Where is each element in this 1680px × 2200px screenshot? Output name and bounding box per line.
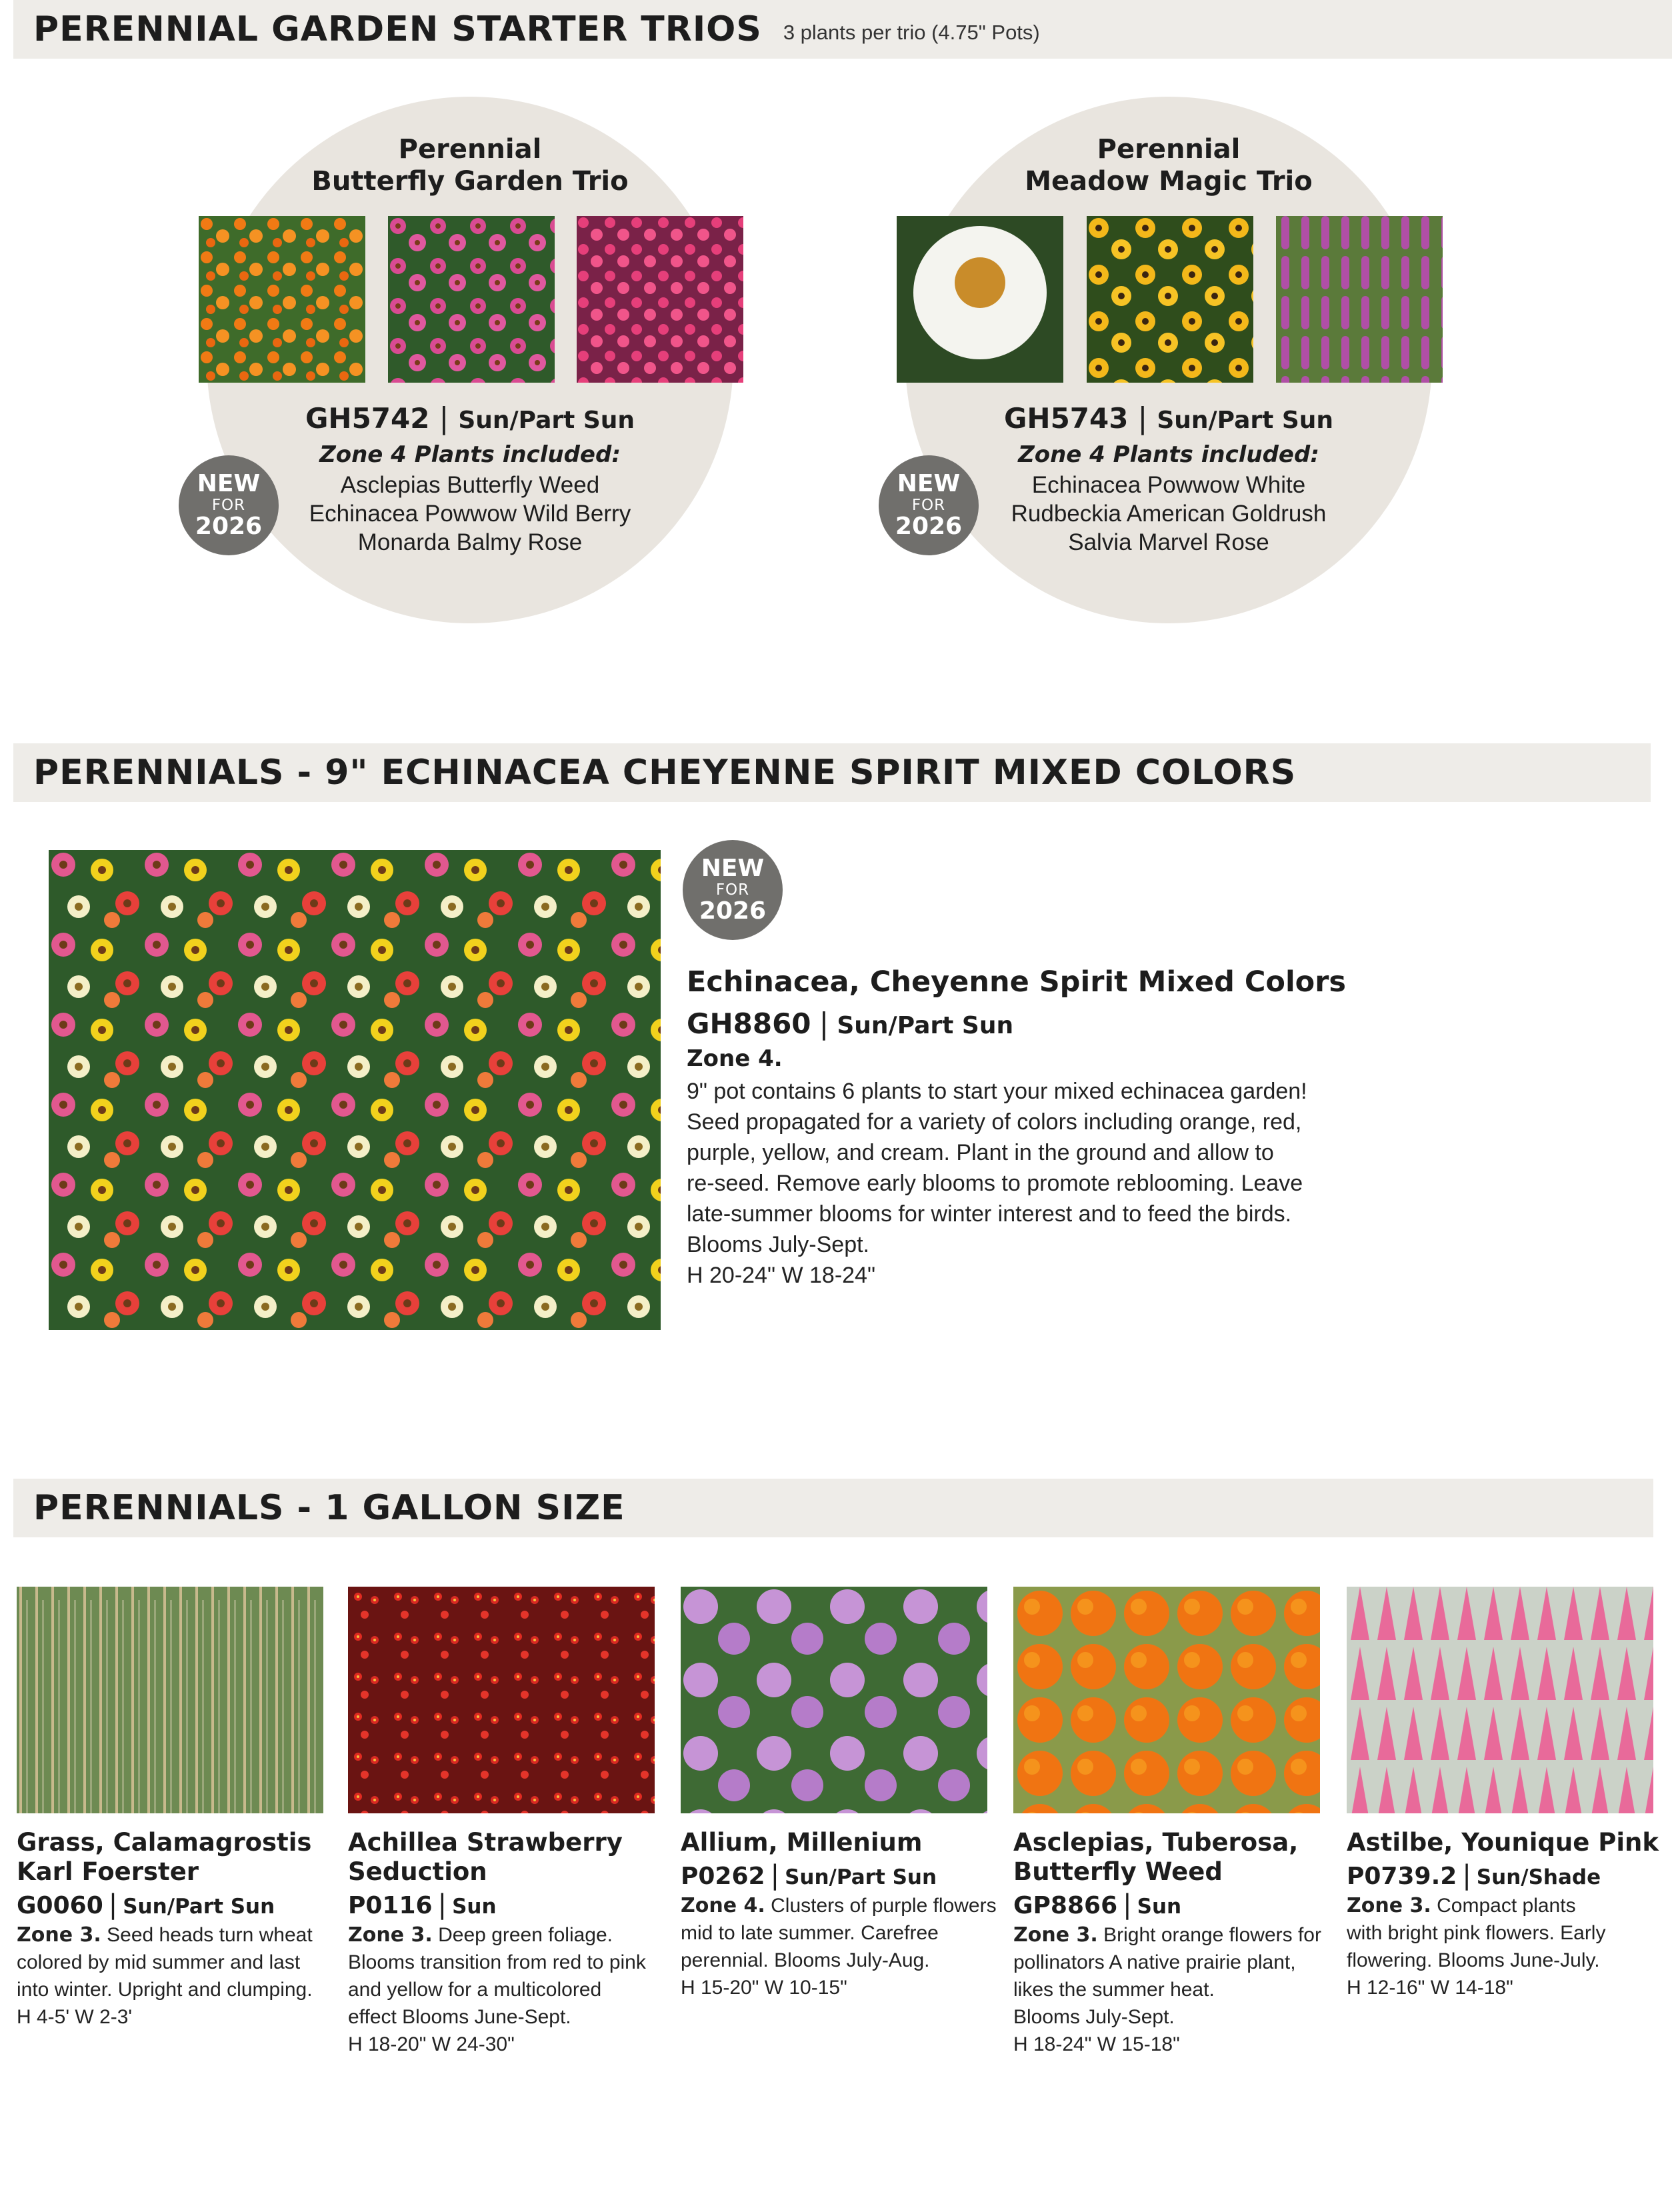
trio-photo-monarda [577,216,743,383]
section-title: PERENNIAL GARDEN STARTER TRIOS [33,9,762,49]
product-name: Allium, Millenium [681,1828,923,1857]
plants-list [207,471,733,557]
product-description: Zone 3. Compact plants with bright pink flowers. Early flowering. Blooms June-July. H 12-16" W 14-18" [1347,1894,1606,1999]
sun-requirement: Sun/Part Sun [837,1012,1014,1039]
trio-photo-echinacea-white [897,216,1063,383]
zone-label: Zone 4 Plants included: [1018,441,1319,468]
product-code-line: GH8860 | Sun/Part Sun [687,1007,1014,1041]
section-title: PERENNIALS - 9" ECHINACEA CHEYENNE SPIRIT MIXED COLORS [33,753,1297,793]
new-badge: NEW FOR 2026 [683,840,783,940]
plant-item: Asclepias Butterfly Weed [340,472,600,498]
trio-photo-rudbeckia [1087,216,1253,383]
plant-item: Echinacea Powwow Wild Berry [309,501,631,527]
zone-label: Zone 4 Plants included: [319,441,621,468]
item-code: P0116 [348,1892,433,1919]
product-card [1013,1587,1320,2058]
plant-item: Salvia Marvel Rose [1068,529,1269,555]
item-code: GH5742 [305,402,430,435]
item-code: GP8866 [1013,1892,1118,1919]
product-card [1347,1587,1659,2001]
product-photo [1013,1587,1320,1813]
plants-list [905,471,1432,557]
trio-photo-salvia [1276,216,1443,383]
sun-requirement: Sun [452,1895,497,1919]
plant-item: Echinacea Powwow White [1031,472,1306,498]
sun-requirement: Sun/Part Sun [1157,407,1334,434]
product-card [348,1587,655,2058]
product-name: Echinacea, Cheyenne Spirit Mixed Colors [687,965,1347,999]
zone-label: Zone 4. [687,1045,783,1072]
product-photo [348,1587,655,1813]
trio-photo-asclepias [199,216,365,383]
trio-title: Perennial Butterfly Garden Trio [311,134,629,197]
product-name: Asclepias, Tuberosa, Butterfly Weed [1013,1828,1299,1886]
product-description: Zone 4. Clusters of purple flowers mid to late summer. Carefree perennial. Blooms July-Aug. H 15-20" W 10-15" [681,1894,997,1999]
product-description: Zone 3. Bright orange flowers for pollinators A native prairie plant, likes the summer heat. Blooms July-Sept. H 18-24" W 15-18" [1013,1923,1321,2055]
item-code: GH5743 [1003,402,1129,435]
product-name: Astilbe, Younique Pink [1347,1828,1659,1857]
product-photo [17,1587,323,1813]
sun-requirement: Sun [1137,1895,1182,1919]
new-badge: NEW FOR 2026 [879,455,979,555]
trio-title: Perennial Meadow Magic Trio [1025,134,1313,197]
sun-requirement: Sun/Part Sun [458,407,635,434]
product-name: Grass, Calamagrostis Karl Foerster [17,1828,312,1886]
product-code-line: P0116 | Sun [348,1889,497,1920]
product-card [681,1587,997,2001]
trio-code-line: GH5742 | Sun/Part Sun [305,401,635,435]
new-badge: NEW FOR 2026 [179,455,279,555]
section-header-gallon [13,1479,1653,1537]
product-code-line: P0262 | Sun/Part Sun [681,1860,937,1891]
product-code-line: G0060 | Sun/Part Sun [17,1889,275,1920]
sun-requirement: Sun/Shade [1476,1865,1601,1889]
plant-item: Rudbeckia American Goldrush [1011,501,1327,527]
product-description: Zone 3. Deep green foliage. Blooms transition from red to pink and yellow for a multicolored effect Blooms June-Sept. H 18-20" W 24-30" [348,1923,646,2055]
product-code-line: P0739.2 | Sun/Shade [1347,1860,1601,1891]
product-photo [681,1587,987,1813]
echinacea-mixed-photo [49,850,661,1330]
item-code: GH8860 [687,1007,811,1040]
product-name: Achillea Strawberry Seduction [348,1828,623,1886]
product-description: 9" pot contains 6 plants to start your mixed echinacea garden! Seed propagated for a variety of colors including orange, red, purple, yellow, and cream. Plant in the ground and allow to re-seed. Remove early blooms to promote reblooming. Leave late-summer blooms for winter interest and to feed the birds. Blooms July-Sept. H 20-24" W 18-24" [687,1079,1307,1288]
sun-requirement: Sun/Part Sun [123,1895,275,1919]
sun-requirement: Sun/Part Sun [785,1865,937,1889]
item-code: G0060 [17,1892,103,1919]
product-card [17,1587,323,2031]
item-code: P0262 [681,1863,765,1890]
trio-code-line: GH5743 | Sun/Part Sun [1003,401,1334,435]
section-title: PERENNIALS - 1 GALLON SIZE [33,1488,625,1528]
plant-item: Monarda Balmy Rose [357,529,583,555]
product-photo [1347,1587,1653,1813]
section-header-echinacea [13,743,1651,802]
section-header-trios [13,0,1672,59]
product-code-line: GP8866 | Sun [1013,1889,1182,1920]
product-description: Zone 3. Seed heads turn wheat colored by mid summer and last into winter. Upright and clumping. H 4-5' W 2-3' [17,1923,313,2028]
item-code: P0739.2 [1347,1863,1457,1890]
trio-photo-echinacea [388,216,555,383]
section-subtitle: 3 plants per trio (4.75" Pots) [783,21,1040,44]
